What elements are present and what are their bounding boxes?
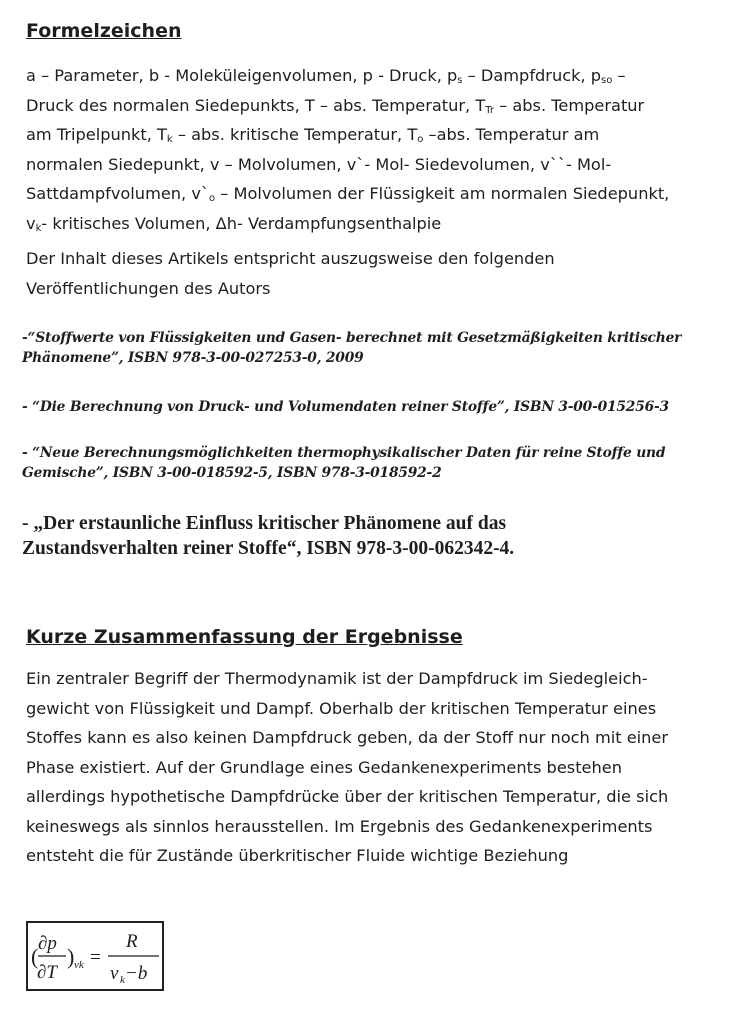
formelzeichen-heading: Formelzeichen <box>26 20 182 42</box>
formula-close-paren: ) <box>67 944 75 969</box>
formula-box <box>26 921 164 991</box>
formelzeichen-paragraph <box>26 61 726 238</box>
formula-partial-p: ∂p <box>38 933 57 954</box>
formula-den-rest: −b <box>125 963 148 984</box>
formula-subscript: vk <box>74 959 84 971</box>
summary-heading: Kurze Zusammenfassung der Ergebnisse <box>26 626 463 648</box>
reference-4 <box>22 511 732 561</box>
summary-line: Ein zentraler Begriff der Thermodynamik ist der Dampfdruck im Siedegleich- <box>26 669 648 688</box>
formula-open-paren: ( <box>31 944 39 969</box>
reference-3-line: - “Neue Berechnungsmöglichkeiten thermophysikalischer Daten für reine Stoffe und <box>22 445 666 461</box>
reference-1-line: -“Stoffwerte von Flüssigkeiten und Gasen- berechnet mit Gesetzmäßigkeiten kritischer <box>22 330 682 346</box>
intro-paragraph <box>26 244 726 303</box>
formelzeichen-line: am Tripelpunkt, $T_k$ – abs. kritische Temperatur, $T_o$ –abs. Temperatur am <box>26 125 600 145</box>
reference-2-line: - “Die Berechnung von Druck- und Volumendaten reiner Stoffe”, ISBN 3-00-015256-3 <box>22 399 669 415</box>
formelzeichen-line: Sattdampfvolumen, $v`_o$ – Molvolumen der Flüssigkeit am normalen Siedepunkt, <box>26 184 670 204</box>
formelzeichen-line: a – Parameter, b - Moleküleigenvolumen, p - Druck, $p_s$ – Dampfdruck, $p_{so}$ – <box>26 66 626 86</box>
formelzeichen-line: normalen Siedepunkt, v – Molvolumen, v`- Mol- Siedevolumen, v``- Mol- <box>26 154 612 174</box>
summary-line: Phase existiert. Auf der Grundlage eines Gedankenexperiments bestehen <box>26 757 622 777</box>
intro-line: Veröffentlichungen des Autors <box>26 278 271 298</box>
summary-paragraph <box>26 664 726 871</box>
formula-equals: = <box>90 947 101 968</box>
summary-line: gewicht von Flüssigkeit und Dampf. Oberhalb der kritischen Temperatur eines <box>26 698 657 718</box>
formula-partial-t: ∂T <box>37 962 57 983</box>
summary-line: entsteht die für Zustände überkritischer Fluide wichtige Beziehung <box>26 846 569 865</box>
formelzeichen-line: Druck des normalen Siedepunkts, T – abs. Temperatur, $T_{Tr}$ – abs. Temperatur <box>26 95 645 116</box>
formula-svg <box>28 923 162 989</box>
formula-den-v: v <box>110 963 119 984</box>
intro-line: Der Inhalt dieses Artikels entspricht auszugsweise den folgenden <box>26 249 555 268</box>
reference-1-line: Phänomene”, ISBN 978-3-00-027253-0, 2009 <box>22 350 364 366</box>
reference-1 <box>22 328 722 368</box>
formula-den-k: k <box>120 974 125 986</box>
summary-line: allerdings hypothetische Dampfdrücke über der kritischen Temperatur, die sich <box>26 787 669 806</box>
summary-line: keineswegs als sinnlos herausstellen. Im Ergebnis des Gedankenexperiments <box>26 816 653 836</box>
formelzeichen-line: $v_k-$ kritisches Volumen, Δh- Verdampfungsenthalpie <box>26 213 442 234</box>
reference-2 <box>22 397 722 417</box>
reference-4-line: Zustandsverhalten reiner Stoffe“, ISBN 978-3-00-062342-4. <box>22 538 515 559</box>
summary-line: Stoffes kann es also keinen Dampfdruck geben, da der Stoff nur noch mit einer <box>26 728 669 747</box>
reference-3-line: Gemische”, ISBN 3-00-018592-5, ISBN 978-3-018592-2 <box>22 465 442 481</box>
reference-3 <box>22 443 722 483</box>
formula-numerator: R <box>126 931 138 952</box>
reference-4-line: - „Der erstaunliche Einfluss kritischer Phänomene auf das <box>22 513 507 534</box>
